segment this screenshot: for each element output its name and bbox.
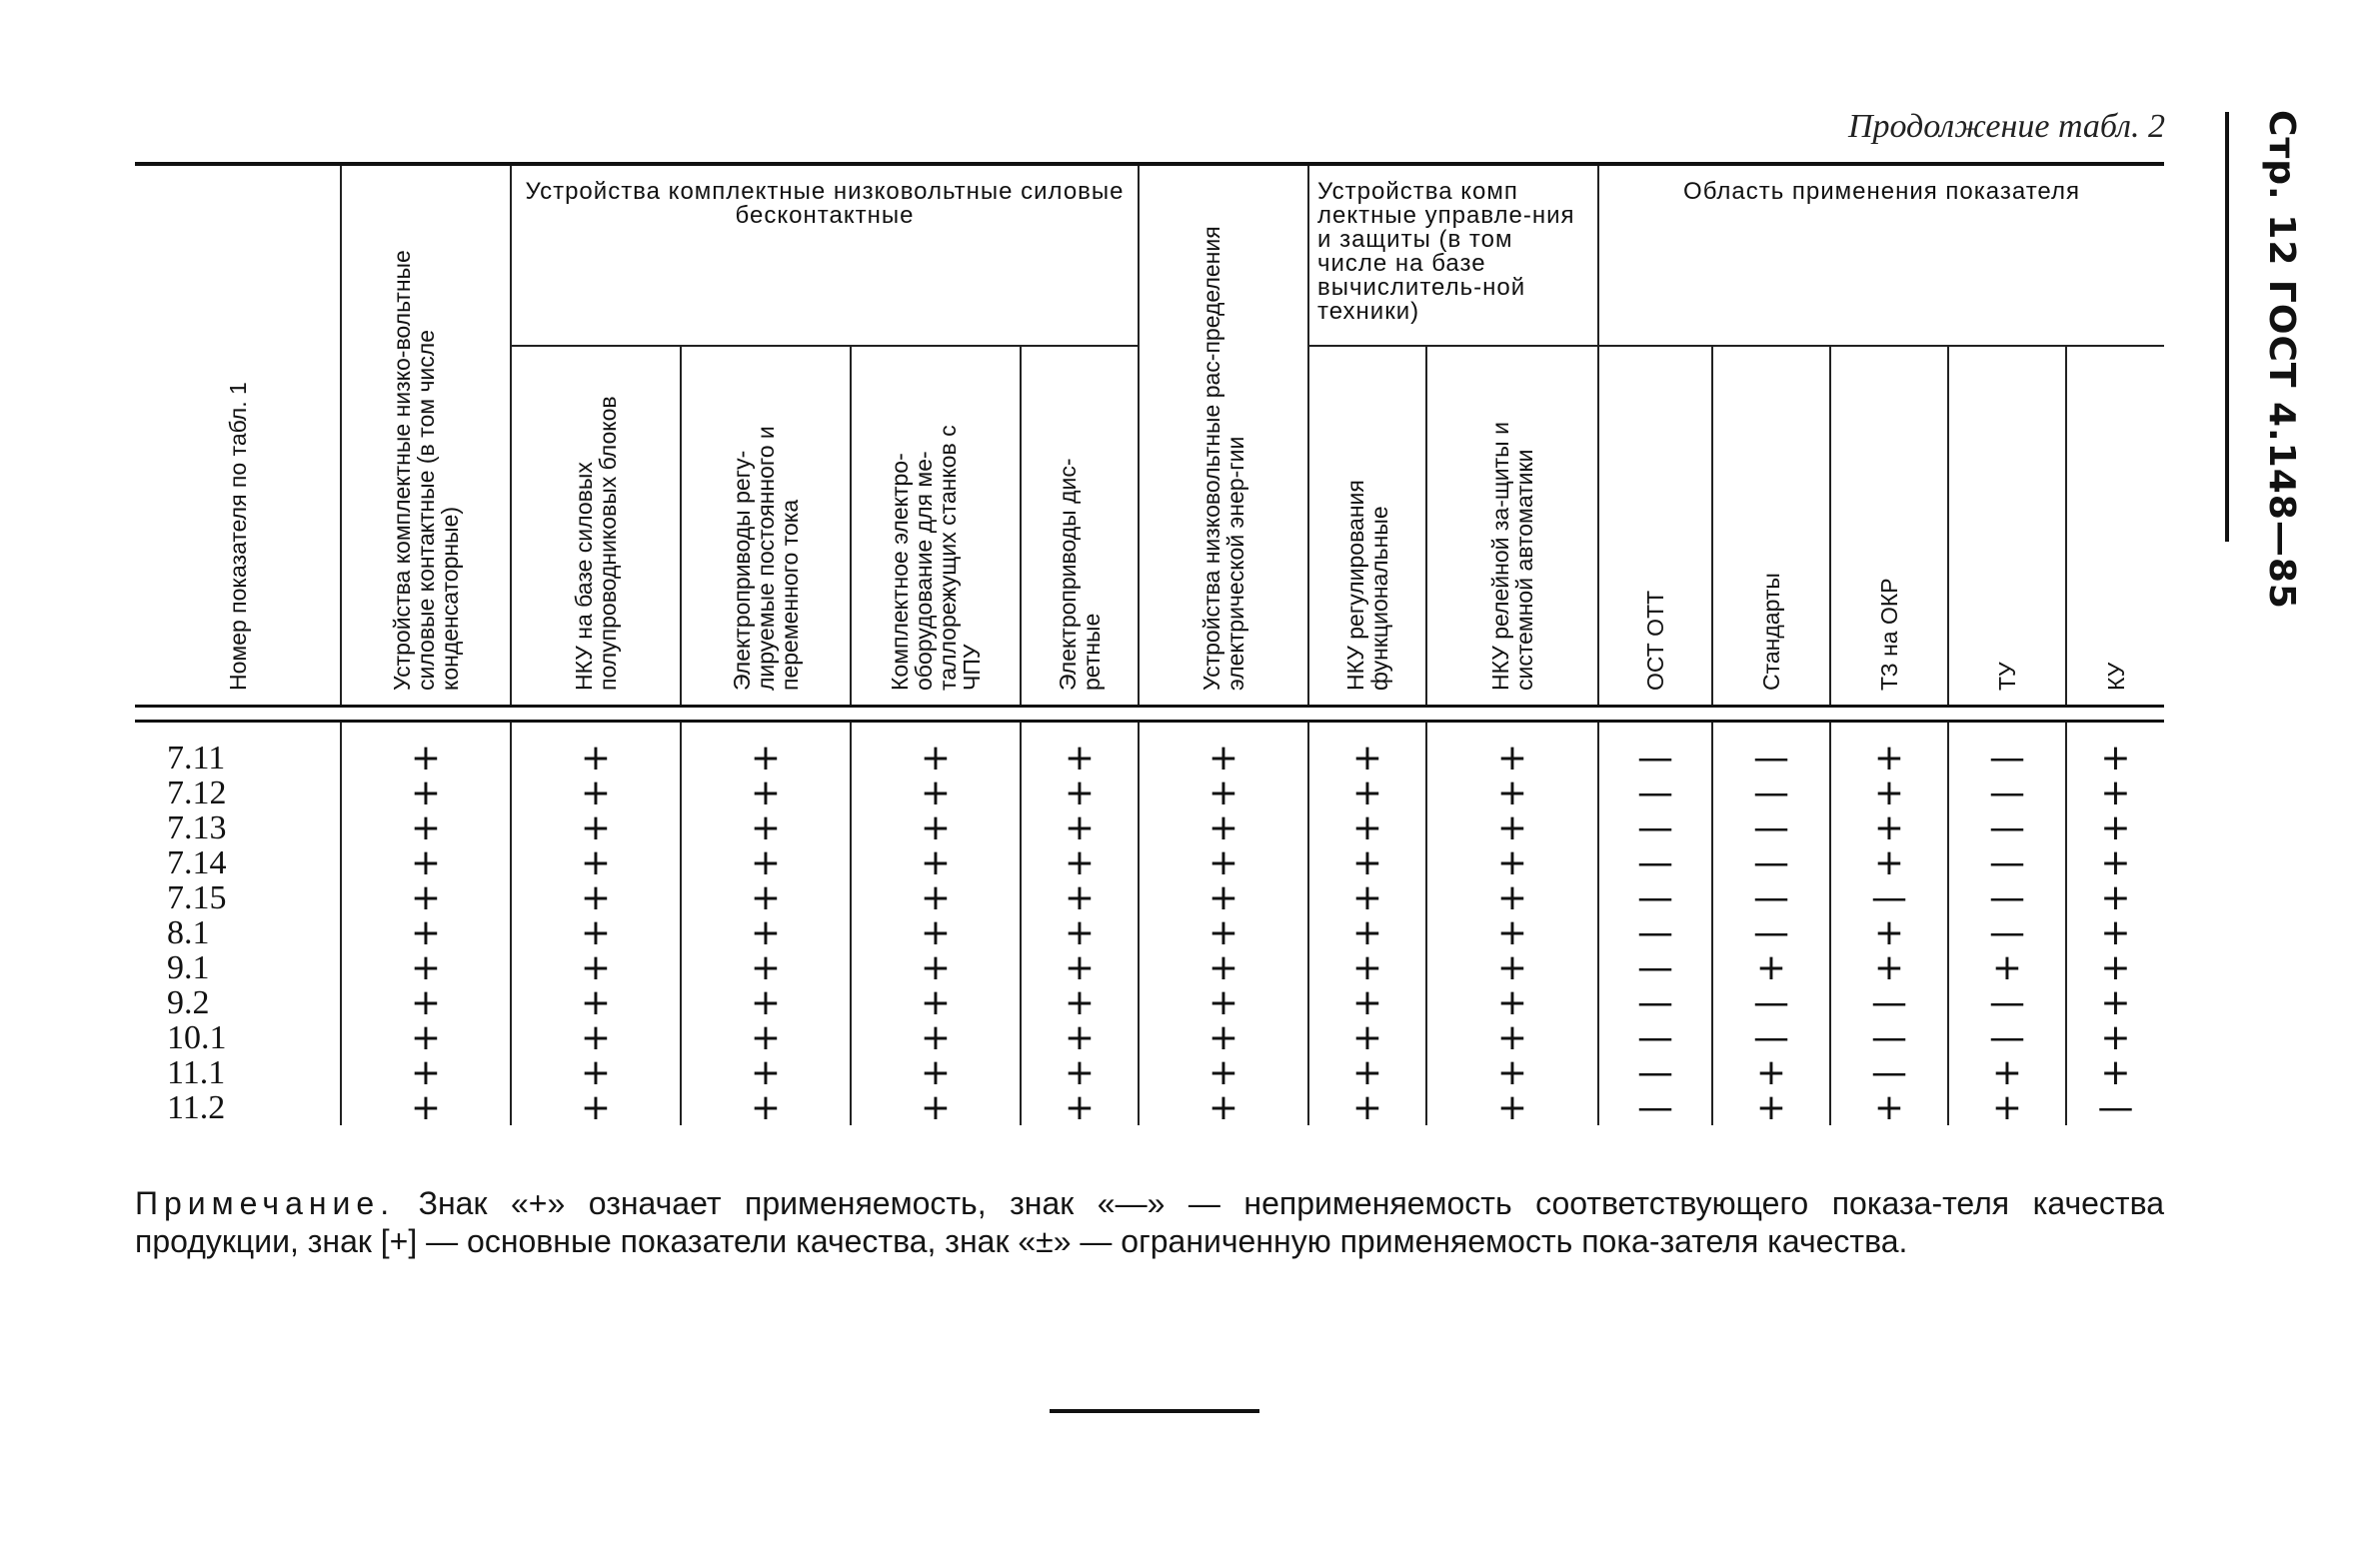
applicability-cell: + [341, 950, 511, 985]
applicability-cell: + [1139, 722, 1308, 777]
applicability-cell: + [681, 1020, 851, 1055]
header-contact-devices-text: Устройства комплектные низко-вольтные силовые контактные (в том числе конденсаторные) [389, 250, 463, 691]
applicability-cell: — [1712, 845, 1830, 880]
applicability-cell: + [1830, 810, 1948, 845]
page-side-label: Стр. 12 ГОСТ 4.148—85 [2261, 110, 2302, 610]
applicability-cell: + [2066, 950, 2164, 985]
header-indicator-number-text: Номер показателя по табл. 1 [224, 382, 251, 691]
applicability-cell: — [2066, 1090, 2164, 1125]
row-indicator-number: 10.1 [135, 1020, 341, 1055]
applicability-cell: + [1712, 1055, 1830, 1090]
header-control-col-1-text: НКУ регулирования функциональные [1342, 480, 1392, 691]
applicability-cell: + [1948, 1055, 2066, 1090]
applicability-cell: + [1308, 950, 1426, 985]
applicability-cell: — [1830, 1055, 1948, 1090]
header-control-col-2-text: НКУ релейной за-щиты и системной автоматики [1487, 422, 1537, 691]
table-row [135, 1055, 2164, 1090]
applicability-cell: + [851, 880, 1021, 915]
applicability-cell: + [2066, 985, 2164, 1020]
quality-indicators-table-container [135, 162, 2164, 1128]
applicability-cell: + [341, 722, 511, 777]
applicability-cell: + [1021, 950, 1139, 985]
applicability-cell: + [1021, 1020, 1139, 1055]
applicability-cell: + [681, 950, 851, 985]
applicability-cell: + [1712, 1090, 1830, 1125]
applicability-cell: + [1021, 985, 1139, 1020]
row-indicator-number: 9.2 [135, 985, 341, 1020]
header-area-col-ku-text: КУ [2102, 662, 2129, 691]
quality-indicators-table [135, 162, 2164, 1128]
applicability-cell: — [1948, 776, 2066, 810]
applicability-cell: + [1308, 1020, 1426, 1055]
header-contactless-col-3 [851, 346, 1021, 706]
row-indicator-number: 11.1 [135, 1055, 341, 1090]
applicability-cell: + [511, 845, 681, 880]
applicability-cell: + [1308, 1090, 1426, 1125]
header-indicator-number [135, 164, 341, 707]
applicability-cell: + [511, 1020, 681, 1055]
applicability-cell: + [511, 776, 681, 810]
applicability-cell: + [1139, 1055, 1308, 1090]
header-area-col-ost-text: ОСТ ОТТ [1642, 590, 1668, 691]
applicability-cell: — [1598, 950, 1712, 985]
applicability-cell: + [1426, 880, 1598, 915]
applicability-cell: + [851, 776, 1021, 810]
applicability-cell: — [1948, 880, 2066, 915]
applicability-cell: + [1308, 915, 1426, 950]
applicability-cell: + [851, 1055, 1021, 1090]
header-area-col-standards [1712, 346, 1830, 706]
applicability-cell: + [681, 810, 851, 845]
applicability-cell: + [1426, 722, 1598, 777]
applicability-cell: + [1139, 845, 1308, 880]
applicability-cell: + [1139, 1090, 1308, 1125]
applicability-cell: + [1426, 1020, 1598, 1055]
applicability-cell: + [1139, 810, 1308, 845]
applicability-cell: — [1598, 880, 1712, 915]
applicability-cell: + [681, 880, 851, 915]
applicability-cell: + [1830, 722, 1948, 777]
applicability-cell: + [511, 915, 681, 950]
note-text: Знак «+» означает применяемость, знак «—» — неприменяемость соответствующего показа-теля качества продукции, знак [+] — основные показатели качества, знак «±» — ограниченную применяемость пока-зателя качества. [135, 1185, 2165, 1259]
header-contactless-col-4 [1021, 346, 1139, 706]
applicability-cell: + [341, 880, 511, 915]
applicability-cell: + [1308, 880, 1426, 915]
applicability-cell: + [341, 1055, 511, 1090]
applicability-cell: + [341, 810, 511, 845]
applicability-cell: + [511, 880, 681, 915]
applicability-cell: + [511, 722, 681, 777]
applicability-cell: + [681, 722, 851, 777]
applicability-cell: + [1308, 1055, 1426, 1090]
table-row [135, 1020, 2164, 1055]
table-row [135, 810, 2164, 845]
header-control-group: Устройства комп лектные управле-ния и защиты (в том числе на базе вычислитель-ной техники) [1308, 164, 1598, 346]
applicability-cell: + [1426, 950, 1598, 985]
applicability-cell: + [1426, 915, 1598, 950]
applicability-cell: + [1830, 845, 1948, 880]
row-indicator-number: 7.11 [135, 722, 341, 777]
applicability-cell: — [1712, 776, 1830, 810]
header-area-col-tz [1830, 346, 1948, 706]
applicability-cell: + [1308, 845, 1426, 880]
row-indicator-number: 7.14 [135, 845, 341, 880]
header-contactless-group: Устройства комплектные низковольтные силовые бесконтактные [511, 164, 1139, 346]
applicability-cell: + [1830, 950, 1948, 985]
applicability-cell: — [1598, 915, 1712, 950]
applicability-cell: + [851, 1090, 1021, 1125]
applicability-cell: — [1712, 985, 1830, 1020]
applicability-cell: — [1598, 1020, 1712, 1055]
applicability-cell: + [2066, 810, 2164, 845]
header-contactless-col-1-text: НКУ на базе силовых полупроводниковых блоков [571, 396, 621, 691]
applicability-cell: + [511, 810, 681, 845]
applicability-cell: + [681, 845, 851, 880]
applicability-cell: + [1426, 1055, 1598, 1090]
applicability-cell: — [1948, 1020, 2066, 1055]
applicability-cell: + [851, 845, 1021, 880]
applicability-cell: — [1598, 985, 1712, 1020]
header-area-col-standards-text: Стандарты [1758, 573, 1784, 691]
applicability-cell: + [1139, 950, 1308, 985]
applicability-cell: + [1021, 915, 1139, 950]
header-contactless-col-1 [511, 346, 681, 706]
applicability-cell: + [2066, 845, 2164, 880]
applicability-cell: — [1948, 985, 2066, 1020]
applicability-cell: + [1426, 985, 1598, 1020]
applicability-cell: + [681, 985, 851, 1020]
applicability-cell: + [851, 722, 1021, 777]
applicability-cell: + [1021, 1055, 1139, 1090]
header-area-col-tu [1948, 346, 2066, 706]
header-area-col-ku [2066, 346, 2164, 706]
applicability-cell: + [511, 985, 681, 1020]
applicability-cell: — [1598, 722, 1712, 777]
table-note [135, 1184, 2164, 1260]
applicability-cell: + [851, 810, 1021, 845]
header-contact-devices [341, 164, 511, 707]
row-indicator-number: 7.15 [135, 880, 341, 915]
applicability-cell: + [681, 776, 851, 810]
table-row [135, 915, 2164, 950]
applicability-cell: — [1830, 880, 1948, 915]
applicability-cell: + [1139, 1020, 1308, 1055]
applicability-cell: + [341, 1020, 511, 1055]
applicability-cell: + [511, 1055, 681, 1090]
header-area-col-tu-text: ТУ [1994, 662, 2020, 691]
applicability-cell: + [1948, 950, 2066, 985]
applicability-cell: — [1948, 722, 2066, 777]
header-control-col-1 [1308, 346, 1426, 706]
applicability-cell: — [1598, 1055, 1712, 1090]
applicability-cell: — [1598, 810, 1712, 845]
row-indicator-number: 9.1 [135, 950, 341, 985]
applicability-cell: + [851, 985, 1021, 1020]
applicability-cell: — [1712, 810, 1830, 845]
applicability-cell: + [1426, 845, 1598, 880]
applicability-cell: + [511, 950, 681, 985]
applicability-cell: + [2066, 880, 2164, 915]
row-indicator-number: 8.1 [135, 915, 341, 950]
applicability-cell: + [1139, 915, 1308, 950]
applicability-cell: + [1021, 810, 1139, 845]
table-row [135, 950, 2164, 985]
header-contactless-col-2 [681, 346, 851, 706]
applicability-cell: + [1021, 1090, 1139, 1125]
continuation-label: Продолжение табл. 2 [1847, 108, 2165, 145]
applicability-cell: — [1712, 915, 1830, 950]
header-area-col-tz-text: ТЗ на ОКР [1876, 578, 1902, 691]
applicability-cell: — [1712, 880, 1830, 915]
header-separator [135, 707, 2164, 722]
applicability-cell: + [511, 1090, 681, 1125]
applicability-cell: + [1426, 776, 1598, 810]
applicability-cell: + [1830, 776, 1948, 810]
applicability-cell: + [1021, 776, 1139, 810]
applicability-cell: + [1308, 776, 1426, 810]
header-distribution-devices-text: Устройства низковольтные рас-пределения электрической энер-гии [1198, 226, 1248, 691]
applicability-cell: + [1308, 722, 1426, 777]
row-indicator-number: 11.2 [135, 1090, 341, 1125]
applicability-cell: + [2066, 1020, 2164, 1055]
applicability-cell: + [1139, 880, 1308, 915]
applicability-cell: + [1830, 915, 1948, 950]
applicability-cell: + [341, 915, 511, 950]
applicability-cell: — [1948, 810, 2066, 845]
applicability-cell: + [1139, 985, 1308, 1020]
row-indicator-number: 7.13 [135, 810, 341, 845]
applicability-cell: + [2066, 776, 2164, 810]
applicability-cell: + [1712, 950, 1830, 985]
footer-rule [1050, 1409, 1259, 1413]
applicability-cell: — [1598, 845, 1712, 880]
applicability-cell: + [1021, 722, 1139, 777]
table-body [135, 722, 2164, 1126]
applicability-cell: + [681, 915, 851, 950]
applicability-cell: + [851, 950, 1021, 985]
applicability-cell: + [341, 1090, 511, 1125]
header-contactless-col-3-text: Комплектное электро-оборудование для ме-таллорежущих станков с ЧПУ [887, 425, 985, 691]
applicability-cell: + [1139, 776, 1308, 810]
applicability-cell: + [1308, 810, 1426, 845]
applicability-cell: — [1948, 845, 2066, 880]
applicability-cell: — [1598, 776, 1712, 810]
table-row [135, 722, 2164, 777]
applicability-cell: + [341, 776, 511, 810]
applicability-cell: — [1712, 1020, 1830, 1055]
applicability-cell: — [1830, 985, 1948, 1020]
applicability-cell: + [1021, 880, 1139, 915]
table-row [135, 985, 2164, 1020]
table-row [135, 776, 2164, 810]
table-row [135, 880, 2164, 915]
applicability-cell: + [1948, 1090, 2066, 1125]
applicability-cell: + [1426, 1090, 1598, 1125]
applicability-cell: + [851, 1020, 1021, 1055]
applicability-cell: + [681, 1090, 851, 1125]
applicability-cell: + [851, 915, 1021, 950]
header-area-col-ost [1598, 346, 1712, 706]
header-separator-cell [135, 707, 2164, 722]
applicability-cell: + [341, 845, 511, 880]
applicability-cell: — [1830, 1020, 1948, 1055]
applicability-cell: + [2066, 1055, 2164, 1090]
header-control-col-2 [1426, 346, 1598, 706]
applicability-cell: + [2066, 722, 2164, 777]
applicability-cell: — [1598, 1090, 1712, 1125]
applicability-cell: + [1830, 1090, 1948, 1125]
applicability-cell: + [341, 985, 511, 1020]
table-row [135, 845, 2164, 880]
applicability-cell: — [1948, 915, 2066, 950]
applicability-cell: + [1426, 810, 1598, 845]
row-indicator-number: 7.12 [135, 776, 341, 810]
applicability-cell: + [2066, 915, 2164, 950]
side-rule [2225, 112, 2229, 542]
applicability-cell: + [1308, 985, 1426, 1020]
header-distribution-devices [1139, 164, 1308, 707]
applicability-cell: — [1712, 722, 1830, 777]
header-contactless-col-4-text: Электроприводы дис-ретные [1055, 458, 1105, 691]
header-area-group: Область применения показателя [1598, 164, 2164, 346]
table-row [135, 1090, 2164, 1125]
applicability-cell: + [1021, 845, 1139, 880]
note-lead: Примечание. [135, 1185, 396, 1221]
header-contactless-col-2-text: Электроприводы регу-лируемые постоянного и переменного тока [729, 426, 803, 691]
applicability-cell: + [681, 1055, 851, 1090]
